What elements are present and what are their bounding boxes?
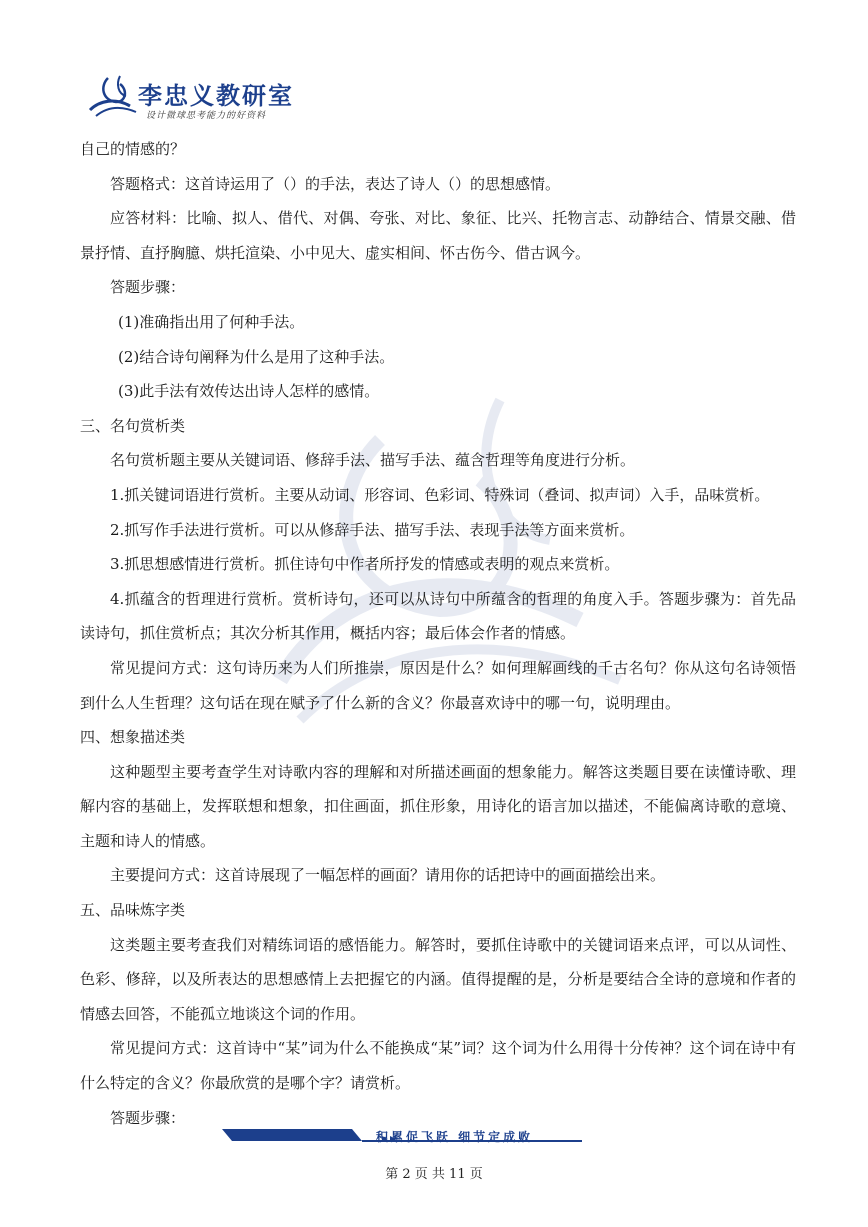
- section-heading: 五、品味炼字类: [80, 901, 186, 920]
- paragraph: 名句赏析题主要从关键词语、修辞手法、描写手法、蕴含哲理等角度进行分析。: [110, 451, 636, 470]
- paragraph: 常见提问方式：这句诗历来为人们所推崇，原因是什么？如何理解画线的千古名句？你从这句名诗领悟到什么人生哲理？这句话在现在赋予了什么新的含义？你最喜欢诗中的哪一句，说明理由。: [80, 658, 796, 712]
- logo-subtitle: 设计微球思考能力的好资料: [146, 111, 267, 121]
- logo-swirl-icon: [86, 70, 146, 122]
- section-heading: 四、想象描述类: [80, 728, 186, 747]
- step-item: (2)结合诗句阐释为什么是用了这种手法。: [118, 347, 395, 366]
- header-logo: [86, 70, 296, 122]
- document-body: [80, 132, 796, 1135]
- paragraph: 主要提问方式：这首诗展现了一幅怎样的画面？请用你的话把诗中的画面描绘出来。: [110, 866, 666, 885]
- step-item: (3)此手法有效传达出诗人怎样的感情。: [118, 382, 380, 401]
- footer-slogan: 积累促飞跃 细节定成败: [376, 1130, 534, 1144]
- paragraph: 2.抓写作手法进行赏析。可以从修辞手法、描写手法、表现手法等方面来赏析。: [110, 520, 635, 539]
- paragraph: 自己的情感的？: [80, 140, 186, 158]
- paragraph: 1.抓关键词语进行赏析。主要从动词、形容词、色彩词、特殊词（叠词、拟声词）入手，品味赏析。: [110, 485, 770, 504]
- answer-steps-label: 答题步骤：: [110, 278, 186, 297]
- section-heading: 三、名句赏析类: [80, 416, 186, 435]
- answer-format: 答题格式：这首诗运用了（）的手法，表达了诗人（）的思想感情。: [110, 174, 561, 193]
- paragraph: 这种题型主要考查学生对诗歌内容的理解和对所描述画面的想象能力。解答这类题目要在读懂诗歌、理解内容的基础上，发挥联想和想象，扣住画面，抓住形象，用诗化的语言加以描述，不能偏离诗歌的意境、主题和诗人的情感。: [80, 762, 796, 850]
- paragraph: 这类题主要考查我们对精练词语的感悟能力。解答时，要抓住诗歌中的关键词语来点评，可以从词性、色彩、修辞，以及所表达的思想感情上去把握它的内涵。值得提醒的是，分析是要结合全诗的意境和作者的情感去回答，不能孤立地谈这个词的作用。: [80, 935, 796, 1023]
- paragraph: 4.抓蕴含的哲理进行赏析。赏析诗句，还可以从诗句中所蕴含的哲理的角度入手。答题步骤为：首先品读诗句，抓住赏析点；其次分析其作用，概括内容；最后体会作者的情感。: [80, 589, 796, 643]
- paragraph: 常见提问方式：这首诗中“某”词为什么不能换成“某”词？这个词为什么用得十分传神？这个词在诗中有什么特定的含义？你最欣赏的是哪个字？请赏析。: [80, 1039, 796, 1093]
- paragraph: 3.抓思想感情进行赏析。抓住诗句中作者所抒发的情感或表明的观点来赏析。: [110, 555, 620, 574]
- page-number: 第 2 页 共 11 页: [385, 1167, 483, 1182]
- answer-steps-label: 答题步骤：: [110, 1108, 186, 1127]
- answer-materials: 应答材料：比喻、拟人、借代、对偶、夸张、对比、象征、比兴、托物言志、动静结合、情景交融、借景抒情、直抒胸臆、烘托渲染、小中见大、虚实相间、怀古伤今、借古讽今。: [80, 209, 796, 262]
- logo-title: 李忠义教研室: [138, 81, 294, 110]
- step-item: (1)准确指出用了何种手法。: [118, 312, 305, 331]
